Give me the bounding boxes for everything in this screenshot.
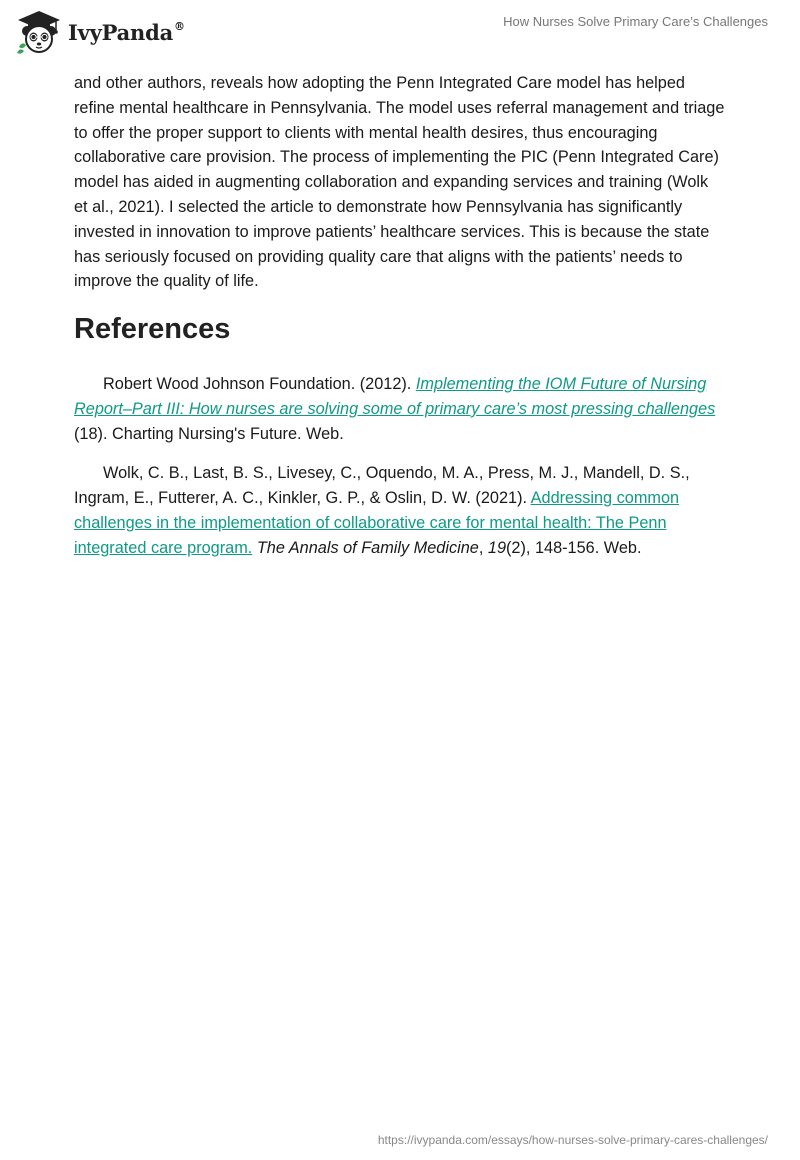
reference-link[interactable]: Addressing common challenges in the implementation of collaborative care for mental health: The Penn integrated care program. (74, 489, 680, 557)
essay-body (74, 71, 726, 294)
body-paragraph: and other authors, reveals how adopting the Penn Integrated Care model has helped refine mental healthcare in Pennsylvania. The model uses referral management and triage to offer the proper support to clients with mental health desires, thus encouraging collaborative care provision. The process of implementing the PIC (Penn Integrated Care) model has aided in augmenting collaboration and expanding services and training (Wolk et al., 2021). I selected the article to demonstrate how Pennsylvania has significantly invested in innovation to improve patients’ healthcare services. This is because the state has seriously focused on providing quality care that aligns with the patients’ needs to improve the quality of life. (74, 74, 725, 291)
reference-item: Robert Wood Johnson Foundation. (2012). Implementing the IOM Future of Nursing Report–Part III: How nurses are solving some of primary care’s most pressing challenges (18). Charting Nursing's Future. Web. (74, 375, 716, 443)
brand-name: IvyPanda® (68, 19, 185, 45)
reference-link[interactable]: Implementing the IOM Future of Nursing Report–Part III: How nurses are solving some of primary care’s most pressing challenges (74, 375, 716, 418)
reference-item: Wolk, C. B., Last, B. S., Livesey, C., Oquendo, M. A., Press, M. J., Mandell, D. S., Ingram, E., Futterer, A. C., Kinkler, G. P., & Oslin, D. W. (2021). Addressing common challenges in the implementation of collaborative care for mental health: The Penn integrated care program. The Annals of Family Medicine, 19(2), 148-156. Web. (74, 464, 690, 557)
source-url[interactable]: https://ivypanda.com/essays/how-nurses-solve-primary-cares-challenges/ (377, 1133, 768, 1147)
ivypanda-logo[interactable] (16, 9, 185, 55)
references-heading: References (74, 313, 231, 345)
journal-title: The Annals of Family Medicine (256, 538, 479, 557)
page-header (0, 0, 800, 64)
journal-volume: 19 (487, 538, 507, 557)
references-list (74, 372, 729, 576)
document-title: How Nurses Solve Primary Care’s Challenges (503, 14, 768, 29)
panda-graduate-icon (16, 9, 62, 55)
